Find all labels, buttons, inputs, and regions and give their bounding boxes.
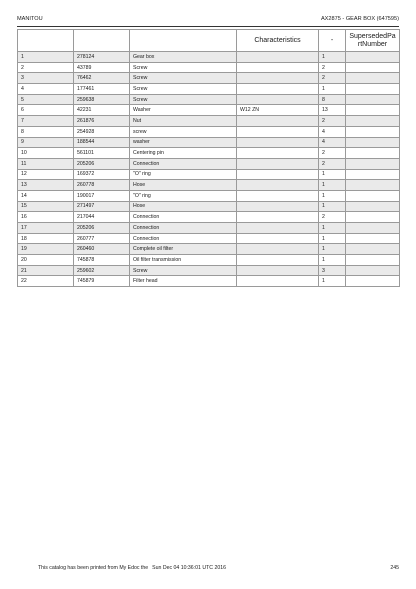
superseded-cell [346, 265, 400, 276]
item-number-cell: 4 [18, 84, 74, 95]
table-row [18, 137, 400, 148]
item-number-cell: 9 [18, 137, 74, 148]
characteristics-cell [237, 223, 319, 234]
item-number-cell: 3 [18, 73, 74, 84]
description-cell: Connection [130, 233, 237, 244]
characteristics-cell [237, 62, 319, 73]
header-superseded-part-number: SupersededPartNumber [346, 30, 400, 52]
header-characteristics: Characteristics [237, 30, 319, 52]
description-cell: Centering pin [130, 148, 237, 159]
item-number-cell: 11 [18, 158, 74, 169]
characteristics-cell [237, 180, 319, 191]
table-row [18, 158, 400, 169]
quantity-cell: 1 [319, 190, 346, 201]
item-number-cell: 13 [18, 180, 74, 191]
part-number-cell: 205206 [74, 158, 130, 169]
superseded-cell [346, 276, 400, 287]
item-number-cell: 15 [18, 201, 74, 212]
item-number-cell: 21 [18, 265, 74, 276]
item-number-cell: 7 [18, 116, 74, 127]
quantity-cell: 2 [319, 158, 346, 169]
table-row [18, 73, 400, 84]
table-header-row [18, 30, 400, 52]
description-cell: Filter head [130, 276, 237, 287]
part-number-cell: 278124 [74, 52, 130, 63]
item-number-cell: 14 [18, 190, 74, 201]
quantity-cell: 4 [319, 126, 346, 137]
description-cell: Complete oil filter [130, 244, 237, 255]
brand-name: MANITOU [17, 16, 43, 22]
parts-table [17, 29, 400, 287]
description-cell: Nut [130, 116, 237, 127]
item-number-cell: 2 [18, 62, 74, 73]
superseded-cell [346, 201, 400, 212]
quantity-cell: 1 [319, 233, 346, 244]
table-row [18, 52, 400, 63]
characteristics-cell [237, 148, 319, 159]
item-number-cell: 10 [18, 148, 74, 159]
item-number-cell: 20 [18, 255, 74, 266]
superseded-cell [346, 212, 400, 223]
quantity-cell: 2 [319, 73, 346, 84]
characteristics-cell [237, 244, 319, 255]
characteristics-cell [237, 116, 319, 127]
part-number-cell: 259602 [74, 265, 130, 276]
superseded-cell [346, 126, 400, 137]
table-row [18, 190, 400, 201]
table-row [18, 105, 400, 116]
part-number-cell: 42231 [74, 105, 130, 116]
characteristics-cell [237, 212, 319, 223]
quantity-cell: 2 [319, 62, 346, 73]
quantity-cell: 1 [319, 223, 346, 234]
part-number-cell: 261876 [74, 116, 130, 127]
item-number-cell: 5 [18, 94, 74, 105]
superseded-cell [346, 105, 400, 116]
item-number-cell: 8 [18, 126, 74, 137]
header-part-number [74, 30, 130, 52]
page-number: 245 [390, 565, 399, 571]
part-number-cell: 188544 [74, 137, 130, 148]
table-row [18, 180, 400, 191]
superseded-cell [346, 73, 400, 84]
description-cell: Screw [130, 265, 237, 276]
table-row [18, 223, 400, 234]
quantity-cell: 13 [319, 105, 346, 116]
description-cell: Oil filter transmission [130, 255, 237, 266]
description-cell: Screw [130, 73, 237, 84]
part-number-cell: 177461 [74, 84, 130, 95]
item-number-cell: 18 [18, 233, 74, 244]
quantity-cell: 1 [319, 276, 346, 287]
part-number-cell: 271497 [74, 201, 130, 212]
characteristics-cell [237, 190, 319, 201]
description-cell: "O" ring [130, 190, 237, 201]
part-number-cell: 217044 [74, 212, 130, 223]
print-timestamp: Sun Dec 04 10:36:01 UTC 2016 [152, 565, 226, 571]
superseded-cell [346, 233, 400, 244]
table-row [18, 94, 400, 105]
description-cell: Screw [130, 94, 237, 105]
item-number-cell: 1 [18, 52, 74, 63]
quantity-cell: 1 [319, 201, 346, 212]
superseded-cell [346, 94, 400, 105]
item-number-cell: 22 [18, 276, 74, 287]
quantity-cell: 1 [319, 84, 346, 95]
part-number-cell: 76462 [74, 73, 130, 84]
quantity-cell: 3 [319, 265, 346, 276]
part-number-cell: 43789 [74, 62, 130, 73]
item-number-cell: 16 [18, 212, 74, 223]
part-number-cell: 259638 [74, 94, 130, 105]
header-description [130, 30, 237, 52]
description-cell: "O" ring [130, 169, 237, 180]
quantity-cell: 1 [319, 180, 346, 191]
part-number-cell: 260460 [74, 244, 130, 255]
part-number-cell: 254928 [74, 126, 130, 137]
description-cell: Connection [130, 212, 237, 223]
header-item [18, 30, 74, 52]
superseded-cell [346, 116, 400, 127]
part-number-cell: 169372 [74, 169, 130, 180]
quantity-cell: 2 [319, 212, 346, 223]
characteristics-cell [237, 169, 319, 180]
table-row [18, 276, 400, 287]
quantity-cell: 2 [319, 116, 346, 127]
description-cell: Screw [130, 62, 237, 73]
characteristics-cell [237, 201, 319, 212]
description-cell: Connection [130, 223, 237, 234]
characteristics-cell [237, 158, 319, 169]
superseded-cell [346, 190, 400, 201]
characteristics-cell [237, 73, 319, 84]
table-row [18, 212, 400, 223]
item-number-cell: 19 [18, 244, 74, 255]
characteristics-cell [237, 276, 319, 287]
characteristics-cell [237, 137, 319, 148]
superseded-cell [346, 180, 400, 191]
superseded-cell [346, 169, 400, 180]
characteristics-cell [237, 126, 319, 137]
description-cell: screw [130, 126, 237, 137]
header-quantity: - [319, 30, 346, 52]
part-number-cell: 745879 [74, 276, 130, 287]
superseded-cell [346, 52, 400, 63]
table-row [18, 244, 400, 255]
header-divider [17, 26, 399, 27]
description-cell: Gear box [130, 52, 237, 63]
quantity-cell: 1 [319, 255, 346, 266]
table-row [18, 255, 400, 266]
table-row [18, 126, 400, 137]
table-row [18, 62, 400, 73]
table-row [18, 265, 400, 276]
document-reference: AX2875 - GEAR BOX (647595) [320, 16, 399, 22]
item-number-cell: 17 [18, 223, 74, 234]
item-number-cell: 6 [18, 105, 74, 116]
characteristics-cell [237, 255, 319, 266]
quantity-cell: 8 [319, 94, 346, 105]
superseded-cell [346, 148, 400, 159]
characteristics-cell [237, 94, 319, 105]
superseded-cell [346, 137, 400, 148]
superseded-cell [346, 244, 400, 255]
table-row [18, 148, 400, 159]
part-number-cell: 205206 [74, 223, 130, 234]
part-number-cell: 260778 [74, 180, 130, 191]
quantity-cell: 2 [319, 148, 346, 159]
characteristics-cell: W12 ZN [237, 105, 319, 116]
quantity-cell: 4 [319, 137, 346, 148]
quantity-cell: 1 [319, 169, 346, 180]
superseded-cell [346, 84, 400, 95]
superseded-cell [346, 255, 400, 266]
characteristics-cell [237, 233, 319, 244]
description-cell: Hose [130, 201, 237, 212]
item-number-cell: 12 [18, 169, 74, 180]
description-cell: Connection [130, 158, 237, 169]
description-cell: Hose [130, 180, 237, 191]
table-row [18, 116, 400, 127]
characteristics-cell [237, 52, 319, 63]
print-note: This catalog has been printed from My Edoc the [38, 565, 149, 571]
part-number-cell: 561101 [74, 148, 130, 159]
quantity-cell: 1 [319, 244, 346, 255]
part-number-cell: 745878 [74, 255, 130, 266]
superseded-cell [346, 158, 400, 169]
description-cell: washer [130, 137, 237, 148]
characteristics-cell [237, 265, 319, 276]
part-number-cell: 260777 [74, 233, 130, 244]
characteristics-cell [237, 84, 319, 95]
table-row [18, 233, 400, 244]
part-number-cell: 190017 [74, 190, 130, 201]
description-cell: Screw [130, 84, 237, 95]
description-cell: Washer [130, 105, 237, 116]
print-footer [38, 565, 226, 571]
table-row [18, 84, 400, 95]
superseded-cell [346, 223, 400, 234]
table-row [18, 169, 400, 180]
table-row [18, 201, 400, 212]
quantity-cell: 1 [319, 52, 346, 63]
superseded-cell [346, 62, 400, 73]
